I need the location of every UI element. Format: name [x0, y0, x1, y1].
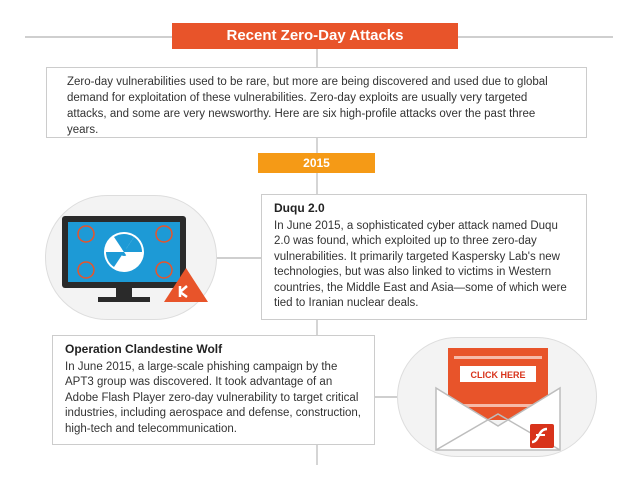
- duqu-illustration: [45, 195, 217, 320]
- attack-title: Operation Clandestine Wolf: [65, 342, 223, 356]
- monitor-radiation-icon: [46, 196, 218, 321]
- connector-line: [217, 257, 261, 259]
- click-here-label: CLICK HERE: [470, 370, 526, 380]
- attack-card-clandestine-wolf: [52, 335, 375, 445]
- timeline-line: [316, 320, 318, 335]
- phishing-email-icon: [398, 338, 598, 458]
- timeline-line: [316, 173, 318, 194]
- connector-line: [375, 396, 397, 398]
- timeline-line: [316, 49, 318, 67]
- attack-description: In June 2015, a large-scale phishing campaign by the APT3 group was discovered. It took advantage of an Adobe Flash Player zero-day vulnerability to target critical industries, including aerospace and defense, construction, high-tech and telecommunication.: [65, 360, 361, 435]
- year-badge: 2015: [258, 153, 375, 173]
- timeline-line: [316, 138, 318, 153]
- attack-title: Duqu 2.0: [274, 201, 325, 215]
- page-title: Recent Zero-Day Attacks: [172, 23, 458, 49]
- clandestine-wolf-illustration: [397, 337, 597, 457]
- timeline-line: [316, 445, 318, 465]
- attack-card-duqu: [261, 194, 587, 320]
- intro-paragraph: Zero-day vulnerabilities used to be rare, but more are being discovered and used due to global demand for exploitation of these vulnerabilities. Zero-day exploits are usually very targeted attacks, and some are very newsworthy. Here are six high-profile attacks over the past three years.: [46, 67, 587, 138]
- attack-description: In June 2015, a sophisticated cyber attack named Duqu 2.0 was found, which exploited up to three zero-day vulnerabilities. It primarily targeted Kaspersky Lab's new technologies, but was also linked to victims in Western countries, the Middle East and Asia—some of which were tied to Iranian nuclear deals.: [274, 219, 567, 309]
